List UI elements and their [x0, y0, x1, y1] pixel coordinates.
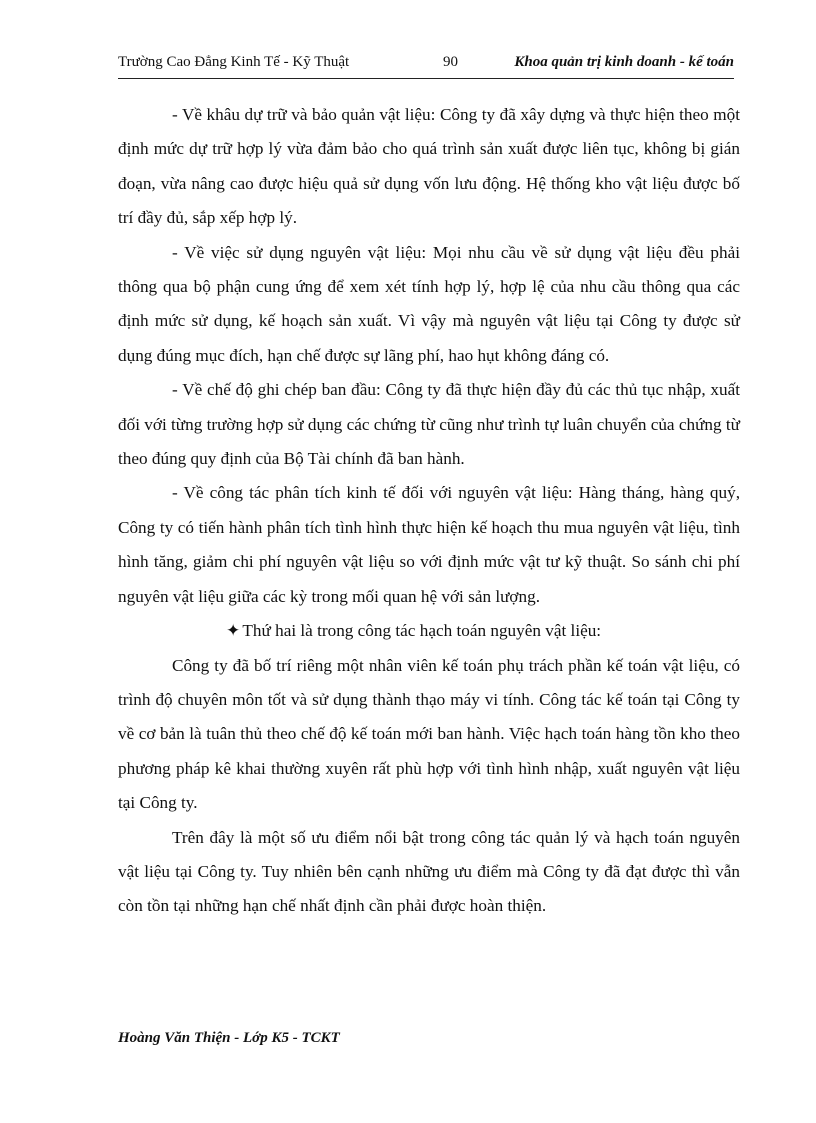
- paragraph-analysis: - Về công tác phân tích kinh tế đối với nguyên vật liệu: Hàng tháng, hàng quý, Công ty có tiến hành phân tích tình hình thực hiện kế hoạch thu mua nguyên vật liệu, tình hình tăng, giảm chi phí nguyên vật liệu so với định mức vật tư kỹ thuật. So sánh chi phí nguyên vật liệu giữa các kỳ trong mối quan hệ với sản lượng.: [118, 483, 740, 606]
- header-page-number: 90: [443, 54, 458, 70]
- paragraph-storage: - Về khâu dự trữ và bảo quản vật liệu: Công ty đã xây dựng và thực hiện theo một định mức dự trữ hợp lý vừa đảm bảo cho quá trình sản xuất được liên tục, không bị gián đoạn, vừa nâng cao được hiệu quả sử dụng vốn lưu động. Hệ thống kho vật liệu được bố trí đầy đủ, sắp xếp hợp lý.: [118, 105, 740, 228]
- paragraph-conclusion: Trên đây là một số ưu điểm nổi bật trong công tác quản lý và hạch toán nguyên vật liệu tại Công ty. Tuy nhiên bên cạnh những ưu điểm mà Công ty đã đạt được thì vẫn còn tồn tại những hạn chế nhất định cần phải được hoàn thiện.: [118, 827, 740, 916]
- page-header: [118, 52, 734, 79]
- document-body: [118, 98, 740, 924]
- header-faculty-name: Khoa quản trị kinh doanh - kế toán: [514, 54, 734, 70]
- page-footer: Hoàng Văn Thiện - Lớp K5 - TCKT: [118, 1030, 340, 1046]
- subheading-text: Thứ hai là trong công tác hạch toán nguyên vật liệu:: [242, 621, 602, 641]
- header-school-name: Trường Cao Đẳng Kinh Tế - Kỹ Thuật: [118, 54, 350, 70]
- paragraph-usage: - Về việc sử dụng nguyên vật liệu: Mọi nhu cầu về sử dụng vật liệu đều phải thông qua bộ phận cung ứng để xem xét tính hợp lý, hợp lệ của nhu cầu thông qua các định mức sử dụng, kế hoạch sản xuất. Vì vậy mà nguyên vật liệu tại Công ty được sử dụng đúng mục đích, hạn chế được sự lãng phí, hao hụt không đáng có.: [118, 242, 740, 365]
- subheading-accounting: [118, 614, 740, 648]
- star-bullet-icon: ✦: [226, 621, 241, 641]
- paragraph-accountant: Công ty đã bố trí riêng một nhân viên kế toán phụ trách phần kế toán vật liệu, có trình độ chuyên môn tốt và sử dụng thành thạo máy vi tính. Công tác kế toán tại Công ty về cơ bản là tuân thủ theo chế độ kế toán mới ban hành. Việc hạch toán hàng tồn kho theo phương pháp kê khai thường xuyên rất phù hợp với tình hình nhập, xuất nguyên vật liệu tại Công ty.: [118, 655, 740, 813]
- paragraph-recording: - Về chế độ ghi chép ban đầu: Công ty đã thực hiện đầy đủ các thủ tục nhập, xuất đối với từng trường hợp sử dụng các chứng từ cũng như trình tự luân chuyển của chứng từ theo đúng quy định của Bộ Tài chính đã ban hành.: [118, 380, 740, 469]
